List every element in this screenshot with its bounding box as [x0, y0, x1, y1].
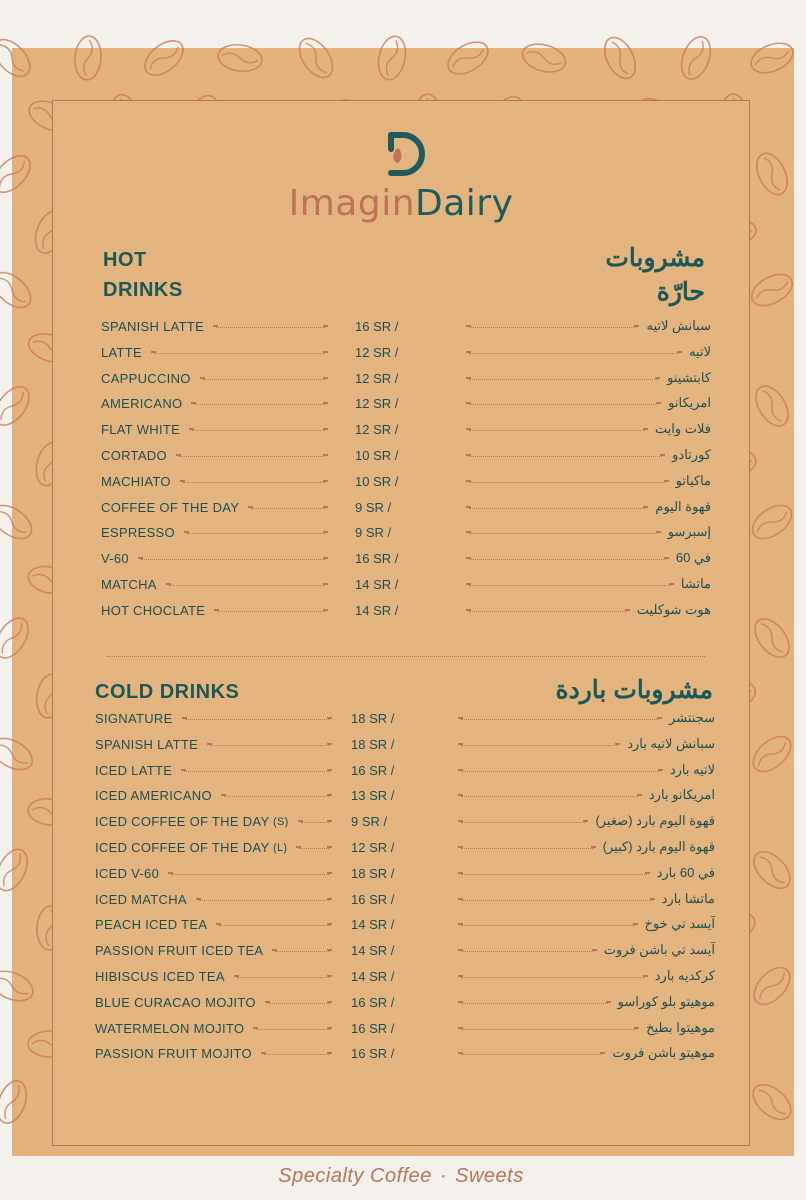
item-name-en: ICED LATTE	[95, 762, 173, 778]
item-name-ar: كورتادو	[672, 447, 711, 462]
item-price: 12 SR /	[355, 422, 399, 438]
leader-line-ar	[461, 977, 645, 978]
item-name-ar: امريكانو بارد	[648, 787, 715, 803]
menu-item-row	[53, 498, 751, 520]
item-price: 10 SR /	[355, 473, 399, 489]
hot-heading-ar-line1: مشروبات	[605, 244, 705, 272]
leader-line-ar	[469, 430, 645, 431]
leader-line-ar	[469, 353, 679, 354]
leader-line-ar	[461, 745, 617, 746]
item-name-ar: موهيتو باشن فروت	[612, 1045, 715, 1061]
coffee-bean-icon	[73, 35, 102, 81]
coffee-bean-icon	[748, 613, 796, 664]
item-name-en: PASSION FRUIT MOJITO	[95, 1046, 252, 1062]
section-divider	[107, 656, 705, 657]
leader-line-ar	[469, 559, 666, 560]
coffee-bean-icon	[0, 612, 35, 663]
item-name-ar: ماتشا بارد	[661, 890, 715, 906]
item-price: 16 SR /	[355, 319, 399, 334]
menu-item-row	[53, 941, 751, 963]
coffee-bean-icon	[0, 965, 37, 1006]
leader-line-ar	[469, 508, 645, 509]
menu-item-row	[53, 394, 751, 416]
menu-item-row	[53, 864, 751, 886]
leader-line-ar	[469, 404, 658, 405]
item-name-ar: في 60	[675, 550, 711, 566]
leader-line-ar	[461, 771, 660, 772]
coffee-bean-icon	[0, 1077, 32, 1127]
leader-line-ar	[469, 379, 657, 380]
menu-item-row	[53, 575, 751, 597]
leader-line-en	[256, 1029, 329, 1030]
brand-name	[289, 183, 514, 224]
item-name-en: SPANISH LATTE	[95, 736, 199, 752]
item-name-en: LATTE	[101, 344, 142, 360]
item-name-en: ICED V-60	[95, 865, 160, 881]
item-name-ar: هوت شوكليت	[636, 601, 711, 617]
item-name-en: SPANISH LATTE	[101, 319, 205, 334]
item-price: 14 SR /	[355, 602, 399, 618]
item-name-ar: سجنتشر	[669, 710, 715, 725]
leader-line-en	[154, 353, 325, 354]
leader-line-en	[210, 745, 329, 746]
coffee-bean-icon	[442, 36, 493, 81]
leader-line-ar	[469, 533, 658, 534]
item-price: 16 SR /	[351, 762, 395, 778]
menu-item-row	[53, 709, 751, 731]
leader-line-en	[185, 719, 329, 720]
item-price: 9 SR /	[351, 814, 388, 830]
item-price: 12 SR /	[355, 344, 399, 360]
item-name-en: WATERMELON MOJITO	[95, 1020, 245, 1036]
item-price: 16 SR /	[355, 551, 399, 567]
leader-line-en	[268, 1003, 329, 1004]
leader-line-ar	[461, 951, 594, 952]
coffee-bean-icon	[598, 32, 641, 83]
item-name-en: AMERICANO	[101, 396, 183, 412]
menu-item-row	[53, 735, 751, 757]
cold-drinks-heading-arabic: مشروبات باردة	[555, 676, 713, 704]
item-price: 9 SR /	[355, 525, 392, 541]
leader-line-ar	[469, 585, 671, 586]
leader-line-en	[192, 430, 325, 431]
item-price: 12 SR /	[355, 370, 399, 386]
menu-sheet	[12, 48, 794, 1187]
item-name-ar: آيسد تي باشن فروت	[603, 942, 715, 958]
item-name-en: HIBISCUS ICED TEA	[95, 969, 225, 984]
coffee-bean-icon	[676, 33, 715, 83]
leader-line-en	[169, 585, 325, 586]
item-name-ar: لاتيه بارد	[669, 761, 715, 777]
item-name-en: ICED COFFEE OF THE DAY	[95, 840, 270, 855]
item-name-ar: قهوة اليوم	[655, 498, 711, 514]
item-name-ar: ماتشا	[680, 576, 711, 591]
leader-line-ar	[469, 482, 666, 483]
leader-line-en	[219, 925, 329, 926]
item-name-en: ICED MATCHA	[95, 891, 187, 907]
cold-drinks-heading: COLD DRINKS	[95, 681, 240, 703]
leader-line-ar	[461, 900, 652, 901]
coffee-bean-icon	[747, 1078, 797, 1126]
footer-tagline	[53, 1165, 749, 1188]
item-name-en: ICED COFFEE OF THE DAY	[95, 814, 270, 830]
leader-line-ar	[461, 719, 659, 720]
item-size-note: (L)	[273, 842, 288, 854]
item-name-en: COFFEE OF THE DAY	[101, 499, 240, 515]
item-name-en: BLUE CURACAO MOJITO	[95, 994, 256, 1010]
item-name-en: PASSION FRUIT ICED TEA	[95, 943, 264, 959]
footer-separator: ·	[439, 1165, 448, 1187]
item-price: 9 SR /	[355, 499, 392, 515]
item-name-en: CORTADO	[101, 448, 167, 463]
menu-item-row	[53, 993, 751, 1015]
item-name-en: MATCHA	[101, 577, 157, 592]
leader-line-en	[216, 327, 325, 328]
item-price: 13 SR /	[351, 788, 395, 804]
item-price: 18 SR /	[351, 865, 395, 881]
item-name-en: CAPPUCCINO	[101, 370, 191, 386]
brand-name-part1: Imagin	[288, 183, 416, 224]
item-name-en: SIGNATURE	[95, 711, 173, 726]
leader-line-ar	[461, 1029, 636, 1030]
menu-item-row	[53, 786, 751, 808]
item-price: 16 SR /	[351, 1046, 395, 1062]
logo-mark-icon	[373, 129, 429, 179]
item-name-en: MACHIATO	[101, 473, 171, 489]
leader-line-ar	[461, 848, 593, 849]
coffee-bean-icon	[747, 961, 796, 1011]
item-name-en: ICED AMERICANO	[95, 788, 212, 804]
footer-part1: Specialty Coffee	[278, 1165, 432, 1187]
menu-item-row	[53, 890, 751, 912]
item-name-en: V-60	[101, 551, 129, 567]
item-price: 10 SR /	[355, 448, 399, 463]
item-name-ar: امريكانو	[668, 395, 711, 411]
leader-line-en	[299, 848, 329, 849]
coffee-bean-icon	[747, 37, 798, 78]
leader-line-en	[187, 533, 325, 534]
coffee-bean-icon	[139, 34, 190, 82]
menu-item-row	[53, 967, 751, 989]
item-price: 14 SR /	[355, 577, 399, 592]
menu-item-row	[53, 1044, 751, 1066]
coffee-bean-icon	[0, 33, 37, 83]
menu-item-row	[53, 761, 751, 783]
coffee-bean-icon	[293, 33, 340, 84]
leader-line-en	[183, 482, 325, 483]
item-name-ar: موهيتوا بطيخ	[646, 1019, 715, 1035]
leader-line-en	[141, 559, 325, 560]
item-size-note: (S)	[273, 816, 289, 829]
hot-heading-ar-line2: حارّة	[656, 278, 705, 306]
menu-item-row	[53, 601, 751, 623]
leader-line-ar	[461, 925, 635, 926]
hot-heading-line1: HOT	[103, 249, 147, 271]
leader-line-en	[275, 951, 329, 952]
leader-line-ar	[469, 327, 636, 328]
coffee-bean-icon	[0, 381, 36, 432]
coffee-bean-icon	[751, 149, 794, 200]
item-name-ar: لاتيه	[689, 343, 711, 359]
leader-line-en	[194, 404, 325, 405]
menu-item-row	[53, 838, 751, 860]
menu-frame	[52, 100, 750, 1187]
item-price: 14 SR /	[351, 943, 395, 959]
item-price: 16 SR /	[351, 1020, 395, 1036]
hot-drinks-heading-arabic	[605, 241, 705, 309]
coffee-bean-icon	[375, 34, 410, 82]
item-name-ar: آيسد تي خوخ	[644, 916, 715, 932]
leader-line-en	[251, 508, 325, 509]
item-price: 18 SR /	[351, 711, 395, 726]
leader-line-en	[171, 874, 329, 875]
leader-line-en	[199, 900, 329, 901]
leader-line-ar	[469, 456, 662, 457]
item-name-ar: في 60 بارد	[656, 864, 715, 880]
item-name-ar: سبانش لاتيه	[646, 318, 711, 333]
coffee-bean-icon	[0, 149, 37, 199]
item-price: 12 SR /	[351, 840, 395, 855]
item-name-en: FLAT WHITE	[101, 422, 181, 438]
brand-name-part2: Dairy	[415, 183, 514, 224]
item-price: 12 SR /	[355, 396, 399, 412]
leader-line-ar	[461, 822, 585, 823]
leader-line-en	[179, 456, 325, 457]
leader-line-ar	[461, 796, 639, 797]
menu-item-row	[53, 812, 751, 834]
leader-line-en	[184, 771, 329, 772]
coffee-bean-icon	[746, 268, 797, 312]
item-name-ar: قهوة اليوم بارد (صغير)	[595, 813, 715, 829]
item-name-ar: قهوة اليوم بارد (كبير)	[602, 839, 715, 854]
leader-line-ar	[461, 874, 647, 875]
item-name-en: PEACH ICED TEA	[95, 917, 208, 933]
coffee-bean-icon	[747, 845, 796, 895]
item-name-ar: سبانش لاتيه بارد	[627, 735, 715, 751]
hot-heading-line2: DRINKS	[103, 279, 183, 301]
leader-line-en	[217, 611, 325, 612]
leader-line-en	[264, 1054, 329, 1055]
menu-item-row	[53, 420, 751, 442]
item-name-ar: كابتشينو	[667, 369, 711, 385]
coffee-bean-icon	[749, 380, 794, 431]
menu-item-row	[53, 369, 751, 391]
menu-item-row	[53, 472, 751, 494]
coffee-bean-icon	[0, 499, 37, 546]
item-name-ar: إسبرسو	[667, 524, 711, 540]
menu-item-row	[53, 523, 751, 545]
item-price: 16 SR /	[351, 994, 395, 1010]
item-name-ar: ماكياتو	[675, 472, 711, 488]
coffee-bean-icon	[519, 39, 568, 76]
menu-item-row	[53, 446, 751, 468]
leader-line-en	[203, 379, 325, 380]
item-name-ar: كركديه بارد	[654, 968, 715, 983]
menu-item-row	[53, 1019, 751, 1041]
item-price: 18 SR /	[351, 736, 395, 752]
item-name-en: ESPRESSO	[101, 525, 175, 541]
brand-logo	[53, 129, 749, 224]
item-price: 16 SR /	[351, 891, 395, 907]
leader-line-ar	[461, 1054, 602, 1055]
menu-item-row	[53, 343, 751, 365]
footer-part2: Sweets	[455, 1165, 524, 1187]
coffee-bean-icon	[0, 266, 37, 314]
leader-line-en	[301, 822, 329, 823]
coffee-bean-icon	[747, 730, 797, 778]
leader-line-ar	[469, 611, 627, 612]
item-price: 14 SR /	[351, 969, 395, 984]
item-name-ar: موهيتو بلو كوراسو	[617, 993, 715, 1009]
hot-drinks-heading	[103, 245, 183, 305]
coffee-bean-icon	[747, 499, 798, 546]
item-name-ar: فلات وايت	[654, 421, 711, 437]
menu-item-row	[53, 915, 751, 937]
leader-line-ar	[461, 1003, 608, 1004]
item-price: 14 SR /	[351, 917, 395, 933]
item-name-en: HOT CHOCLATE	[101, 602, 206, 618]
coffee-bean-icon	[0, 732, 38, 776]
menu-item-row	[53, 549, 751, 571]
leader-line-en	[237, 977, 329, 978]
leader-line-en	[224, 796, 329, 797]
coffee-bean-icon	[0, 845, 33, 896]
coffee-bean-icon	[216, 42, 263, 74]
menu-item-row	[53, 317, 751, 339]
